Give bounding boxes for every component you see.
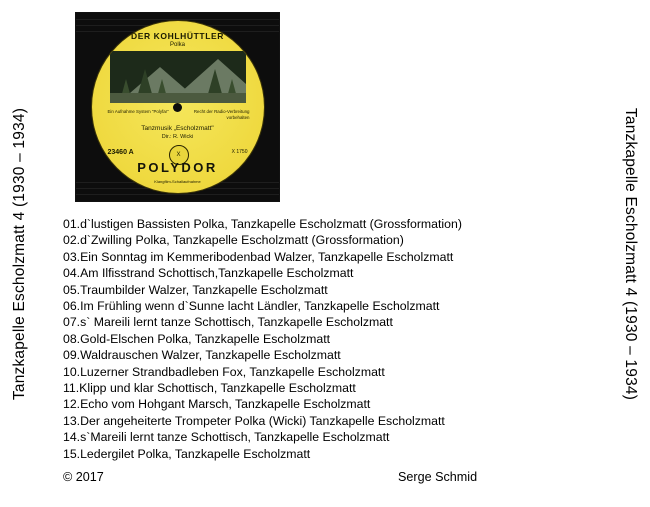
- label-subtitle: Polka: [169, 42, 185, 48]
- track-item: 15.Ledergilet Polka, Tanzkapelle Escholzmatt: [63, 446, 311, 461]
- label-info-left: Ein Aufnahme System "Polyfar": [107, 109, 169, 114]
- track-item: 14.s`Mareili lernt tanze Schottisch, Tanzkapelle Escholzmatt: [63, 430, 390, 445]
- label-footnote: Klangfilm-Schallaufnahme: [154, 179, 201, 184]
- groove-line: [76, 19, 279, 20]
- track-item: 09.Waldrauschen Walzer, Tanzkapelle Escholzmatt: [63, 348, 341, 363]
- track-item: 11.Klipp und klar Schottisch, Tanzkapelle Escholzmatt: [63, 381, 356, 396]
- track-item: 03.Ein Sonntag im Kemmeribodenbad Walzer, Tanzkapelle Escholzmatt: [63, 249, 454, 264]
- track-item: 02.d`Zwilling Polka, Tanzkapelle Escholzmatt (Grossformation): [63, 233, 404, 248]
- spine-left: [0, 0, 40, 507]
- author-name: Serge Schmid: [398, 470, 478, 484]
- label-music-title: Tanzmusik „Escholzmatt": [141, 125, 214, 132]
- copyright-text: © 2017: [63, 470, 104, 484]
- track-item: 05.Traumbilder Walzer, Tanzkapelle Escholzmatt: [63, 282, 328, 297]
- spine-right: [610, 0, 650, 507]
- label-brand: POLYDOR: [137, 160, 218, 175]
- spine-left-title: Tanzkapelle Escholzmatt 4 (1930 – 1934): [11, 107, 29, 400]
- spine-right-title: Tanzkapelle Escholzmatt 4 (1930 – 1934): [622, 107, 640, 400]
- groove-line: [76, 194, 279, 195]
- vinyl-disc: [75, 12, 280, 202]
- label-side-mark: X: [169, 145, 189, 165]
- spindle-hole: [173, 103, 182, 112]
- track-item: 13.Der angeheiterte Trompeter Polka (Wicki) Tanzkapelle Escholzmatt: [63, 413, 445, 428]
- track-item: 12.Echo vom Hohgant Marsch, Tanzkapelle Escholzmatt: [63, 397, 371, 412]
- track-item: 04.Am Ilfisstrand Schottisch,Tanzkapelle Escholzmatt: [63, 266, 354, 281]
- track-item: 07.s` Mareili lernt tanze Schottisch, Tanzkapelle Escholzmatt: [63, 315, 393, 330]
- track-item: 08.Gold-Elschen Polka, Tanzkapelle Escholzmatt: [63, 331, 331, 346]
- label-director: Dir.: R. Wicki: [161, 134, 194, 140]
- label-catalog-number: 23460 A: [107, 149, 134, 156]
- label-matrix-number: X 1750: [231, 149, 248, 155]
- label-landscape-illustration: [110, 51, 246, 103]
- label-title: DER KOHLHÜTTLER: [130, 31, 225, 41]
- track-item: 01.d`lustigen Bassisten Polka, Tanzkapelle Escholzmatt (Grossformation): [63, 217, 462, 231]
- track-list: [63, 216, 603, 462]
- track-item: 10.Luzerner Strandbadleben Fox, Tanzkapelle Escholzmatt: [63, 364, 385, 379]
- ground-shape: [110, 93, 246, 103]
- label-info-right: Recht der Radio-Verbreitung vorbehalten: [193, 109, 250, 120]
- track-item: 06.Im Frühling wenn d`Sunne lacht Ländler, Tanzkapelle Escholzmatt: [63, 299, 440, 314]
- record-photo: [75, 12, 280, 202]
